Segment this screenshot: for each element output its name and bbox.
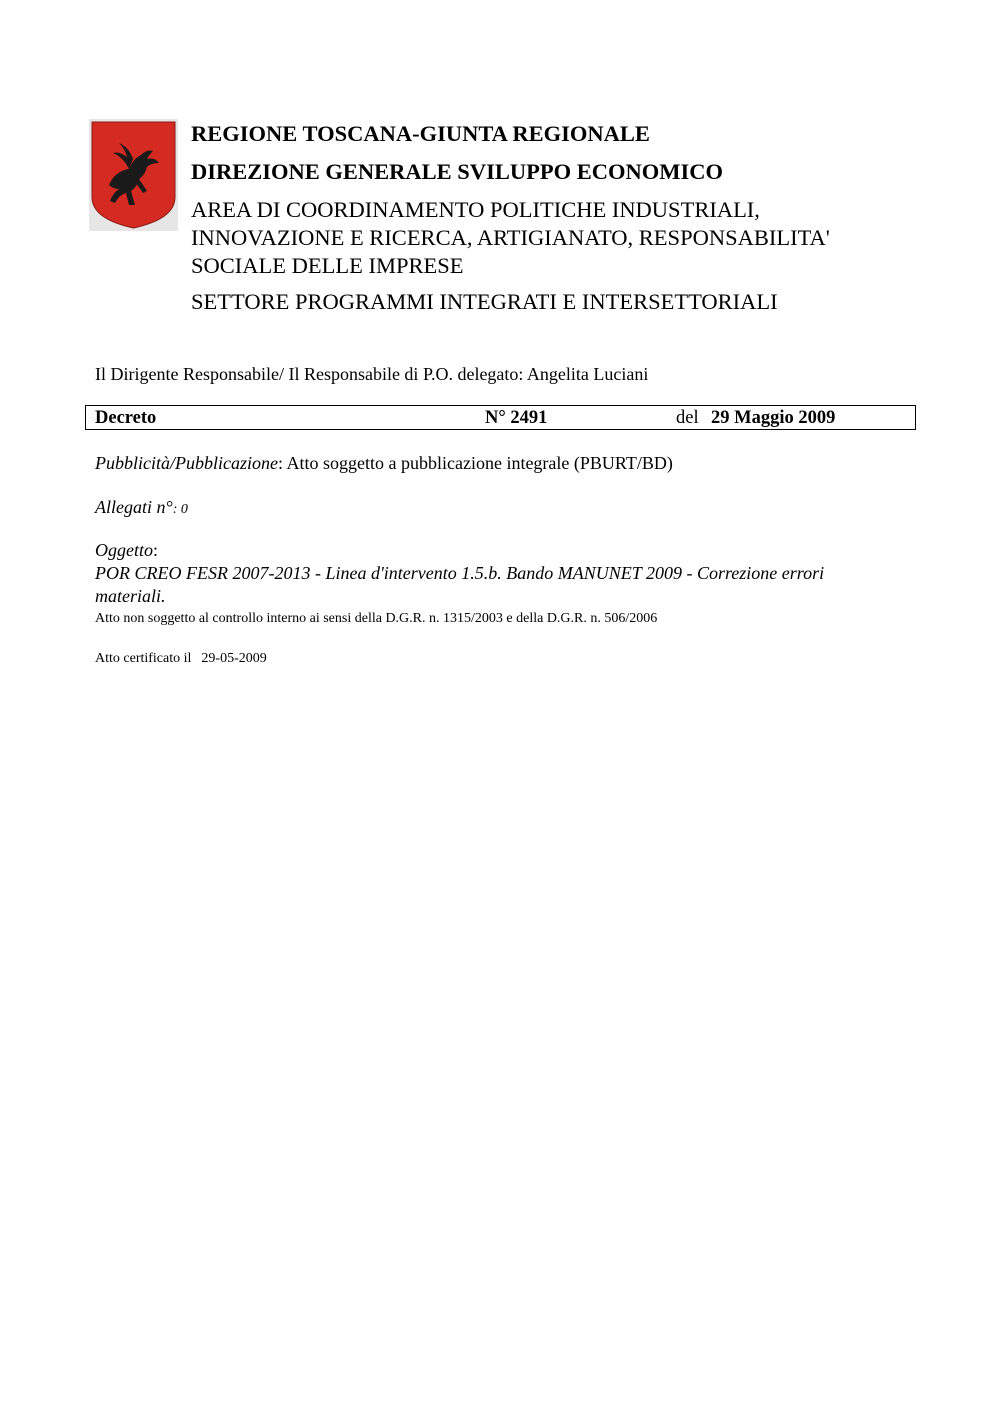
controllo-note: Atto non soggetto al controllo interno ai sensi della D.G.R. n. 1315/2003 e della D.G.R. n. 506/2006: [95, 611, 658, 626]
area-title-line-2: INNOVAZIONE E RICERCA, ARTIGIANATO, RESPONSABILITA': [191, 225, 830, 250]
pubblicita-value: : Atto soggetto a pubblicazione integrale (PBURT/BD): [277, 453, 673, 473]
decree-number: N° 2491: [485, 408, 548, 428]
certificato-label: Atto certificato il: [95, 651, 192, 666]
decree-del-label: del: [676, 408, 699, 428]
directorate-title: DIREZIONE GENERALE SVILUPPO ECONOMICO: [191, 159, 723, 184]
decree-date: 29 Maggio 2009: [711, 408, 836, 428]
region-title: REGIONE TOSCANA-GIUNTA REGIONALE: [191, 121, 650, 146]
decree-label: Decreto: [95, 408, 157, 428]
oggetto-colon: :: [153, 540, 159, 560]
oggetto-text: POR CREO FESR 2007-2013 - Linea d'intervento 1.5.b. Bando MANUNET 2009 - Correzione errori materiali.: [95, 563, 825, 606]
dirigente-line: Il Dirigente Responsabile/ Il Responsabile di P.O. delegato: Angelita Luciani: [95, 364, 649, 384]
pubblicita-label: Pubblicità/Pubblicazione: [95, 453, 278, 473]
allegati-value: : 0: [172, 502, 188, 517]
area-title-line-3: SOCIALE DELLE IMPRESE: [191, 253, 464, 278]
pegasus-crest-icon: [89, 119, 178, 231]
area-title-line-1: AREA DI COORDINAMENTO POLITICHE INDUSTRIALI,: [191, 197, 760, 222]
certificato-line: [95, 649, 267, 669]
allegati-line: [95, 495, 188, 522]
decree-box: [85, 405, 916, 430]
allegati-label: Allegati n°: [95, 497, 173, 517]
certificato-date: 29-05-2009: [201, 651, 267, 666]
sector-title: SETTORE PROGRAMMI INTEGRATI E INTERSETTORIALI: [191, 289, 778, 314]
pubblicita-line: [95, 451, 673, 475]
oggetto-heading: [95, 538, 158, 562]
oggetto-label: Oggetto: [95, 540, 153, 560]
